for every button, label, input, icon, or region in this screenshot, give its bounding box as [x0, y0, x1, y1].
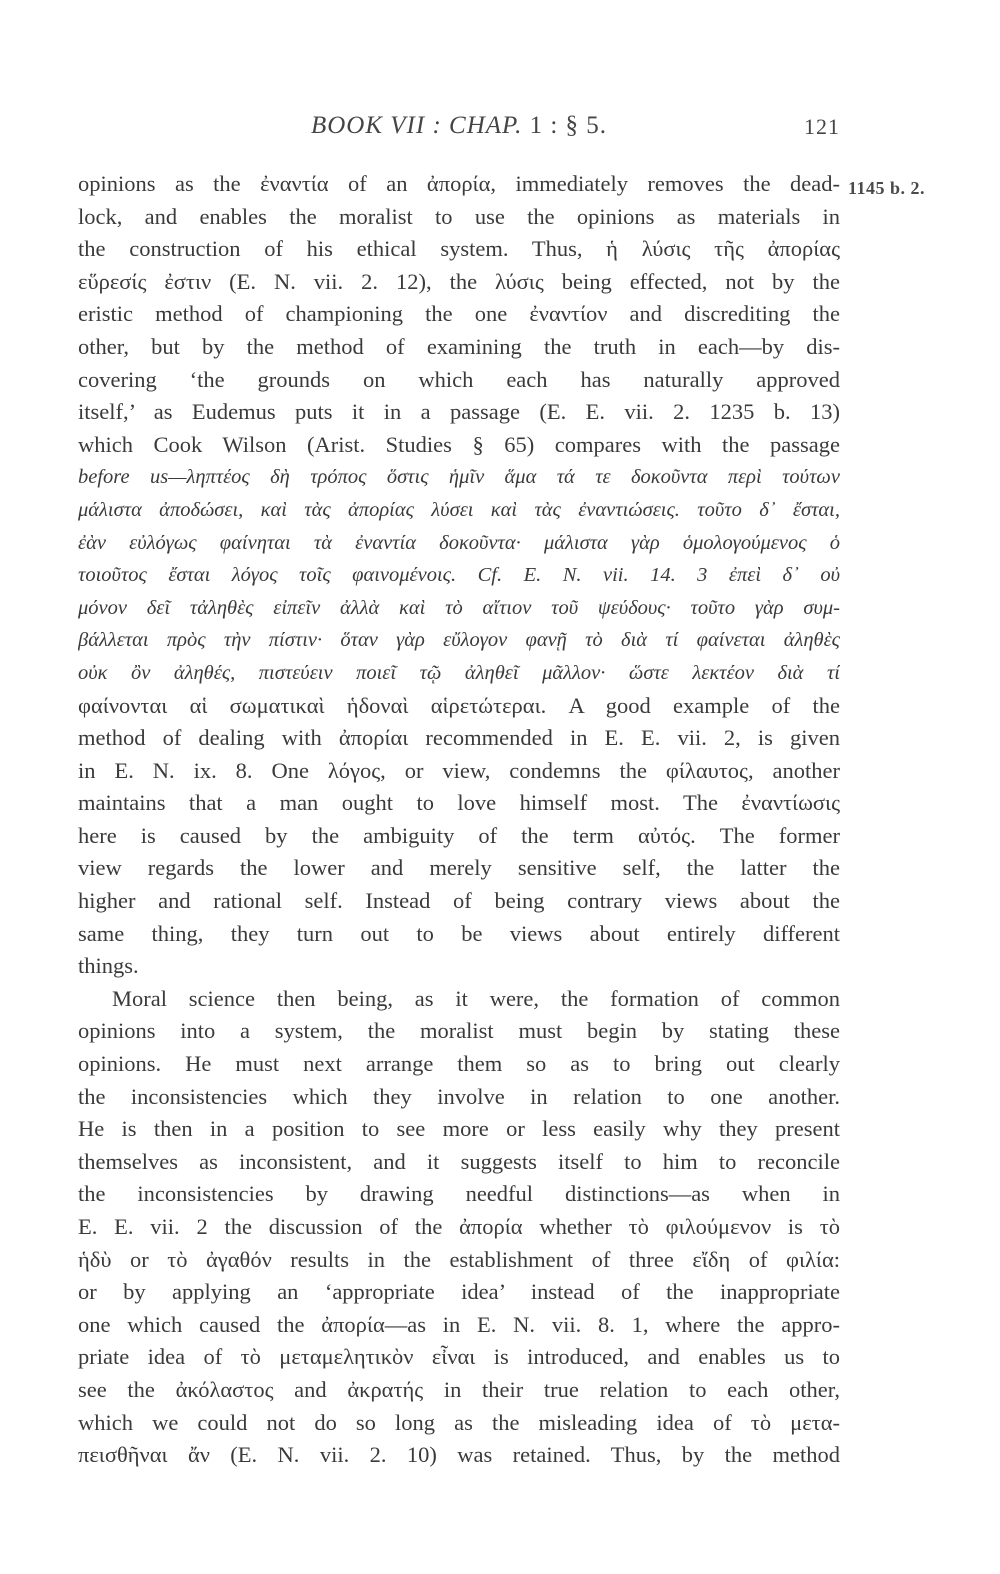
text-line: eristic method of championing the one ἐναντίον and discrediting the — [78, 301, 840, 327]
text-line: one which caused the ἀπορία—as in E. N. vii. 8. 1, where the appro- — [78, 1311, 840, 1337]
text-line: τοιοῦτος ἔσται λόγος τοῖς φαινομένοις. Cf. E. N. vii. 14. 3 ἐπεὶ δ᾽ οὐ — [78, 564, 840, 587]
text-line: view regards the lower and merely sensitive self, the latter the — [78, 855, 840, 881]
running-title-book-chapter: BOOK VII : CHAP. — [310, 112, 523, 139]
text-line: φαίνονται αἱ σωματικαὶ ἡδοναὶ αἱρετώτεραι. A good example of the — [78, 692, 840, 718]
text-line: opinions into a system, the moralist must begin by stating these — [78, 1018, 840, 1044]
text-line: covering ‘the grounds on which each has naturally approved — [78, 366, 840, 392]
text-line: themselves as inconsistent, and it suggests itself to him to reconcile — [78, 1148, 840, 1174]
margin-reference: 1145 b. 2. — [848, 178, 926, 198]
text-line: here is caused by the ambiguity of the term αὐτός. The former — [78, 822, 840, 848]
text-line: ἡδὺ or τὸ ἀγαθόν results in the establishment of three εἴδη of φιλία: — [78, 1246, 840, 1272]
text-line: same thing, they turn out to be views about entirely different — [78, 920, 840, 946]
text-line: maintains that a man ought to love himself most. The ἐναντίωσις — [78, 790, 840, 816]
text-line: priate idea of τὸ μεταμελητικὸν εἶναι is introduced, and enables us to — [78, 1344, 840, 1370]
text-line: the construction of his ethical system. Thus, ἡ λύσις τῆς ἀπορίας — [78, 236, 840, 262]
text-line: other, but by the method of examining the truth in each—by dis- — [78, 333, 840, 359]
paragraph-start-line: Moral science then being, as it were, the formation of common — [112, 985, 840, 1011]
text-line: the inconsistencies which they involve in relation to one another. — [78, 1083, 840, 1109]
body-text — [78, 168, 840, 1472]
text-line: or by applying an ‘appropriate idea’ instead of the inappropriate — [78, 1279, 840, 1305]
text-line: E. E. vii. 2 the discussion of the ἀπορία whether τὸ φιλούμενον is τὸ — [78, 1214, 840, 1239]
text-line: lock, and enables the moralist to use the opinions as materials in — [78, 203, 840, 229]
text-line: the inconsistencies by drawing needful distinctions—as when in — [78, 1181, 840, 1207]
text-line: which we could not do so long as the misleading idea of τὸ μετα- — [78, 1409, 840, 1435]
text-line: οὐκ ὂν ἀληθές, πιστεύειν ποιεῖ τῷ ἀληθεῖ μᾶλλον· ὥστε λεκτέον διὰ τί — [78, 661, 840, 684]
page-number: 121 — [804, 114, 840, 139]
text-line: μάλιστα ἀποδώσει, καὶ τὰς ἀπορίας λύσει καὶ τὰς ἐναντιώσεις. τοῦτο δ᾽ ἔσται, — [78, 498, 840, 521]
running-title-section: 1 : § 5. — [522, 112, 608, 139]
text-line: πεισθῆναι ἄν (E. N. vii. 2. 10) was retained. Thus, by the method — [78, 1442, 840, 1468]
text-line: He is then in a position to see more or less easily why they present — [78, 1116, 840, 1142]
text-line: itself,’ as Eudemus puts it in a passage (E. E. vii. 2. 1235 b. 13) — [78, 399, 840, 425]
text-line: before us—ληπτέος δὴ τρόπος ὅστις ἡμῖν ἅμα τά τε δοκοῦντα περὶ τούτων — [78, 466, 840, 489]
paragraph-end-line: things. — [78, 953, 139, 979]
running-title — [78, 112, 840, 140]
text-line: βάλλεται πρὸς τὴν πίστιν· ὅταν γὰρ εὔλογον φανῇ τὸ διὰ τί φαίνεται ἀληθὲς — [78, 629, 840, 652]
text-line: ἐὰν εὐλόγως φαίνηται τὰ ἐναντία δοκοῦντα· μάλιστα γὰρ ὁμολογούμενος ὁ — [78, 531, 840, 554]
text-line: μόνον δεῖ τἀληθὲς εἰπεῖν ἀλλὰ καὶ τὸ αἴτιον τοῦ ψεύδους· τοῦτο γὰρ συμ- — [78, 596, 840, 619]
text-line: method of dealing with ἀπορίαι recommended in E. E. vii. 2, is given — [78, 725, 840, 751]
text-line: in E. N. ix. 8. One λόγος, or view, condemns the φίλαυτος, another — [78, 757, 840, 783]
text-line: εὕρεσίς ἐστιν (E. N. vii. 2. 12), the λύσις being effected, not by the — [78, 268, 840, 294]
text-line: higher and rational self. Instead of being contrary views about the — [78, 888, 840, 914]
text-line: which Cook Wilson (Arist. Studies § 65) compares with the passage — [78, 431, 840, 457]
running-head — [78, 112, 840, 152]
text-line: opinions as the ἐναντία of an ἀπορία, immediately removes the dead- — [78, 171, 840, 196]
text-line: opinions. He must next arrange them so as to bring out clearly — [78, 1051, 840, 1077]
text-line: see the ἀκόλαστος and ἀκρατής in their true relation to each other, — [78, 1376, 840, 1402]
